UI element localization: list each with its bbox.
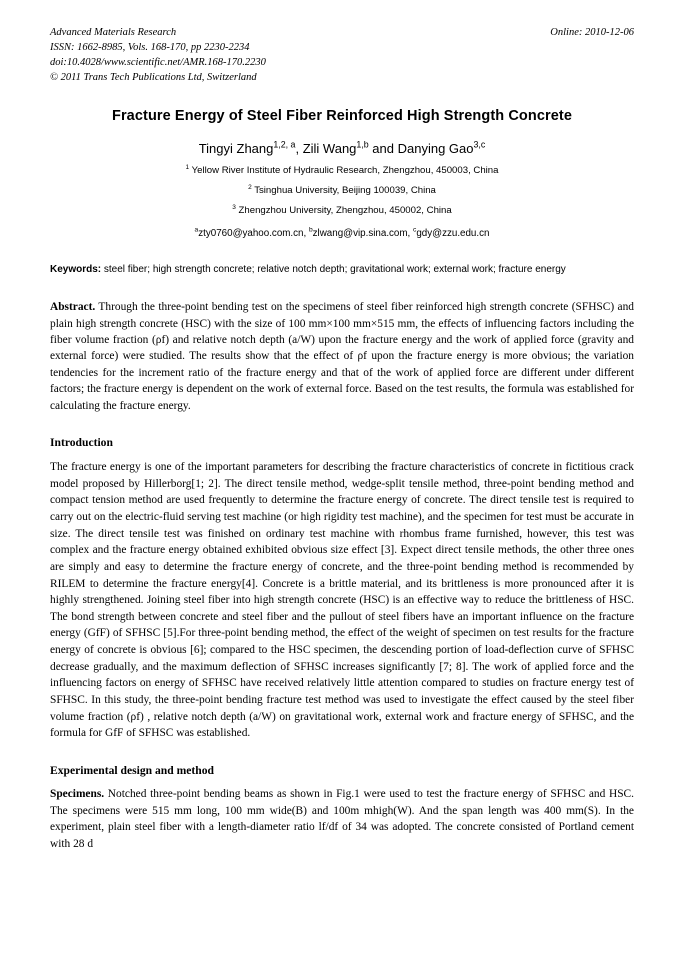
author-name-1: Tingyi Zhang <box>198 140 274 156</box>
affiliation-text-3: Zhengzhou University, Zhengzhou, 450002, China <box>235 204 452 216</box>
keywords-block <box>50 263 634 278</box>
author-name-3: Danying Gao <box>397 140 474 156</box>
page-header <box>50 26 634 86</box>
email-marker-c: c <box>413 226 417 234</box>
header-top-row <box>50 26 634 41</box>
author-separator-1: , <box>295 140 303 156</box>
keywords-text: steel fiber; high strength concrete; relative notch depth; gravitational work; external work; fracture energy <box>101 263 566 275</box>
journal-name: Advanced Materials Research <box>50 27 177 38</box>
keywords-label: Keywords: <box>50 263 102 275</box>
author-affil-marker-3: 3,c <box>473 139 486 150</box>
affiliation-3 <box>50 205 634 216</box>
run-in-heading-specimens: Specimens. <box>50 787 105 800</box>
email-marker-a: a <box>194 226 199 234</box>
abstract-block <box>50 299 634 414</box>
specimens-text: Notched three-point bending beams as shown in Fig.1 were used to test the fracture energy of SFHSC and HSC. The specimens were 515 mm long, 100 mm wide(B) and 100m mhigh(W). And the span length was 400 mm(S). In the experiment, plain steel fiber with a length-diameter ratio lf/df of 34 was adopted. The concrete consisted of Portland cement with 28 d <box>50 787 634 850</box>
email-c[interactable]: gdy@zzu.edu.cn <box>416 227 490 239</box>
affiliation-2 <box>50 185 634 196</box>
email-marker-b: b <box>308 226 313 234</box>
author-affil-marker-2: 1,b <box>356 139 369 150</box>
section-paragraph-specimens <box>50 786 634 853</box>
author-list <box>50 141 634 156</box>
affiliation-marker-2: 2 <box>248 183 252 191</box>
author-name-2: Zili Wang <box>302 140 357 156</box>
copyright-line: © 2011 Trans Tech Publications Ltd, Switzerland <box>50 71 257 83</box>
affiliation-text-1: Yellow River Institute of Hydraulic Research, Zhengzhou, 450003, China <box>189 164 499 176</box>
affiliation-1 <box>50 165 634 176</box>
email-b[interactable]: zlwang@vip.sina.com, <box>312 227 413 239</box>
issn-line: ISSN: 1662-8985, Vols. 168-170, pp 2230-2234 <box>50 41 250 53</box>
abstract-text: Through the three-point bending test on the specimens of steel fiber reinforced high strength concrete (SFHSC) and plain high strength concrete (HSC) with the size of 100 mm×100 mm×515 mm, the effects of influencing factors including the fiber volume fraction (ρf) and relative notch depth (a/W) upon the fracture energy and the work of applied force (gravity and external force) were studied. The results show that the effect of ρf upon the fracture energy is more obvious; the variation tendencies for the increment ratio of the fracture energy and that of the work of applied force are different under different factors; the fracture energy is dependent on the work of external force. Based on the test results, the formula was established for calculating the fracture energy. <box>50 301 634 412</box>
page-title: Fracture Energy of Steel Fiber Reinforced High Strength Concrete <box>111 107 572 124</box>
section-heading-experimental-design: Experimental design and method <box>50 763 214 777</box>
doi-line: doi:10.4028/www.scientific.net/AMR.168-170.2230 <box>50 56 266 68</box>
author-affil-marker-1: 1,2, a <box>273 139 296 150</box>
section-heading-introduction: Introduction <box>50 436 113 450</box>
author-separator-2: and <box>368 140 398 156</box>
affiliation-marker-3: 3 <box>232 203 236 211</box>
email-a[interactable]: zty0760@yahoo.com.cn, <box>198 227 309 239</box>
author-emails <box>50 228 634 239</box>
affiliation-text-2: Tsinghua University, Beijing 100039, China <box>251 184 436 196</box>
section-paragraph-introduction: The fracture energy is one of the important parameters for describing the fracture characteristics of concrete in fictitious crack model proposed by Hillerborg[1; 2]. The direct tensile method, wedge-split tensile method, three-point bending method and compact tension method are used frequently to determine the fracture energy of concrete. The direct tensile test is required to carry out on the electric-fluid serving test machine (or high rigidity test machine), and the specimen for test must be accurate in size. The direct tensile test was finished on ordinary test machine with rhombus frame furnished, however, this test was complex and the fracture energy obtained exhibited obvious size effect [3]. Expect direct tensile methods, the other three ones are simply and easy to determine the fracture energy of concrete, and the three-point bending method is recommended by RILEM to determine the fracture energy[4]. Concrete is a brittle material, and its brittleness is more pronounced after it is highly strengthened. Joining steel fiber into high strength concrete (HSC) is an effective way to reduce the brittleness of HSC. The bond strength between concrete and steel fiber and the pullout of steel fibers have an important influence on the fracture energy (GfF) of SFHSC [5].For three-point bending method, the effect of the weight of specimen on test results for the fracture energy of concrete is obvious [6]; compared to the HSC specimen, the descending portion of load-deflection curve of SFHSC decrease gradually, and the maximum deflection of SFHSC increases significantly [7; 8]. The work of applied force and the influencing factors on energy of SFHSC have received relatively little attention compared to studies on fracture energy test of SFHSC. In this study, the three-point bending fracture test method was used to investigate the effect caused by the steel fiber volume fraction (ρf) , relative notch depth (a/W) on gravitational work, external work and fracture energy of SFHSC, and the formula for GfF of SFHSC was established. <box>50 461 634 740</box>
affiliation-marker-1: 1 <box>185 163 190 171</box>
online-date: Online: 2010-12-06 <box>550 27 634 38</box>
abstract-label: Abstract. <box>50 301 96 314</box>
